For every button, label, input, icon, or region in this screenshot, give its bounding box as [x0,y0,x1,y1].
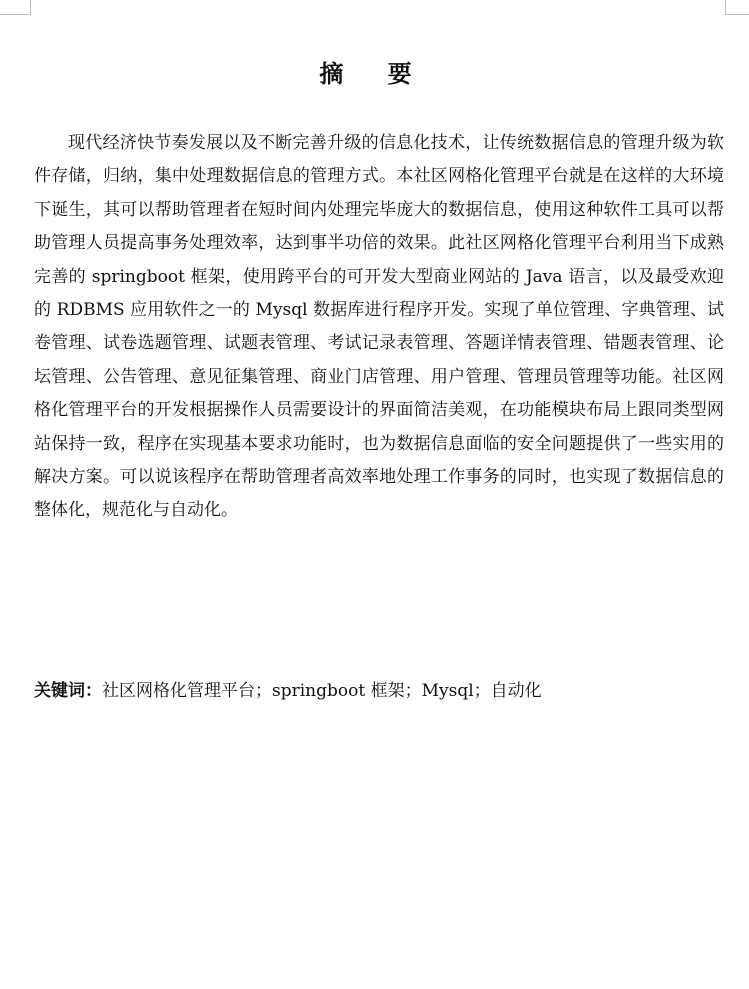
abstract-title: 摘 要 [319,59,430,88]
keywords-label: 关键词： [34,681,102,701]
keywords-text: 社区网格化管理平台；springboot 框架；Mysql；自动化 [102,681,542,701]
page-corner-mark-left [0,0,31,15]
page-corner-mark-right [725,0,749,15]
keywords-line [34,675,724,707]
abstract-paragraph: 现代经济快节奏发展以及不断完善升级的信息化技术，让传统数据信息的管理升级为软件存储，归纳，集中处理数据信息的管理方式。本社区网格化管理平台就是在这样的大环境下诞生，其可以帮助管理者在短时间内处理完毕庞大的数据信息，使用这种软件工具可以帮助管理人员提高事务处理效率，达到事半功倍的效果。此社区网格化管理平台利用当下成熟完善的 springboot 框架，使用跨平台的可开发大型商业网站的 Java 语言，以及最受欢迎的 RDBMS 应用软件之一的 Mysql 数据库进行程序开发。实现了单位管理、字典管理、试卷管理、试卷选题管理、试题表管理、考试记录表管理、答题详情表管理、错题表管理、论坛管理、公告管理、意见征集管理、商业门店管理、用户管理、管理员管理等功能。社区网格化管理平台的开发根据操作人员需要设计的界面简洁美观，在功能模块布局上跟同类型网站保持一致，程序在实现基本要求功能时，也为数据信息面临的安全问题提供了一些实用的解决方案。可以说该程序在帮助管理者高效率地处理工作事务的同时，也实现了数据信息的整体化，规范化与自动化。 [34,133,724,521]
